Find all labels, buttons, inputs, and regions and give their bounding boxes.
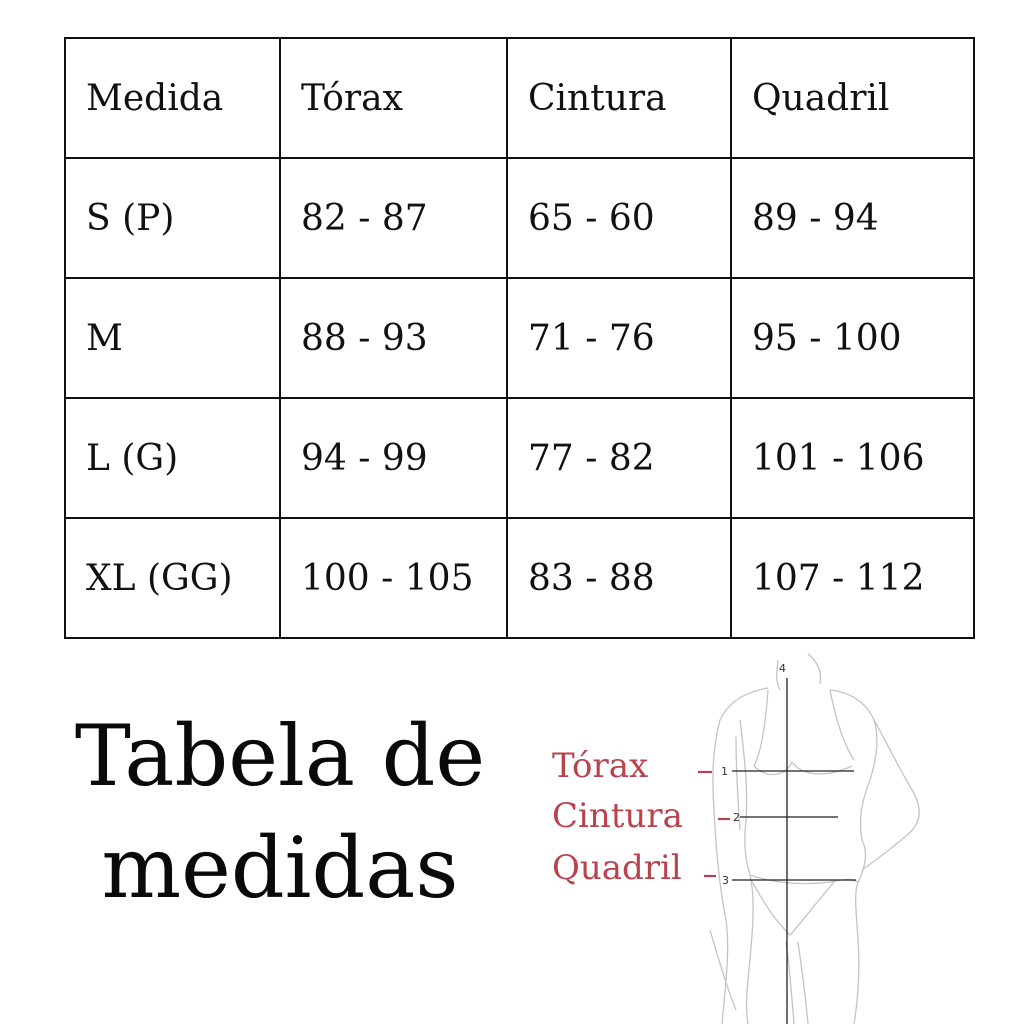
quadril-cell: 89 - 94 [731, 158, 974, 278]
header-cell-torax: Tórax [280, 38, 507, 158]
torax-label: Tórax [552, 746, 649, 786]
cintura-cell: 83 - 88 [507, 518, 731, 638]
header-cell-cintura: Cintura [507, 38, 731, 158]
quadril-cell: 95 - 100 [731, 278, 974, 398]
torax-cell: 82 - 87 [280, 158, 507, 278]
header-cell-quadril: Quadril [731, 38, 974, 158]
body-measurement-diagram [540, 650, 1024, 1024]
size-cell: M [65, 278, 280, 398]
marker-number-4: 4 [779, 662, 786, 675]
quadril-cell: 101 - 106 [731, 398, 974, 518]
cintura-cell: 71 - 76 [507, 278, 731, 398]
table-header-row [65, 38, 974, 158]
cintura-cell: 77 - 82 [507, 398, 731, 518]
table-row [65, 278, 974, 398]
table-row [65, 158, 974, 278]
size-cell: S (P) [65, 158, 280, 278]
marker-number-1: 1 [721, 765, 728, 778]
page-title-line-1: Tabela de [74, 707, 486, 805]
cintura-label: Cintura [552, 796, 683, 836]
size-cell: XL (GG) [65, 518, 280, 638]
page-title [30, 700, 530, 924]
torax-cell: 88 - 93 [280, 278, 507, 398]
cintura-cell: 65 - 60 [507, 158, 731, 278]
size-chart-table [64, 37, 975, 639]
body-silhouette-illustration [540, 650, 1024, 1024]
marker-number-3: 3 [722, 874, 729, 887]
size-cell: L (G) [65, 398, 280, 518]
header-cell-medida: Medida [65, 38, 280, 158]
table-row [65, 398, 974, 518]
torax-cell: 94 - 99 [280, 398, 507, 518]
quadril-label: Quadril [552, 848, 682, 888]
table-row [65, 518, 974, 638]
quadril-cell: 107 - 112 [731, 518, 974, 638]
page-title-line-2: medidas [101, 819, 459, 917]
marker-number-2: 2 [733, 811, 740, 824]
torax-cell: 100 - 105 [280, 518, 507, 638]
